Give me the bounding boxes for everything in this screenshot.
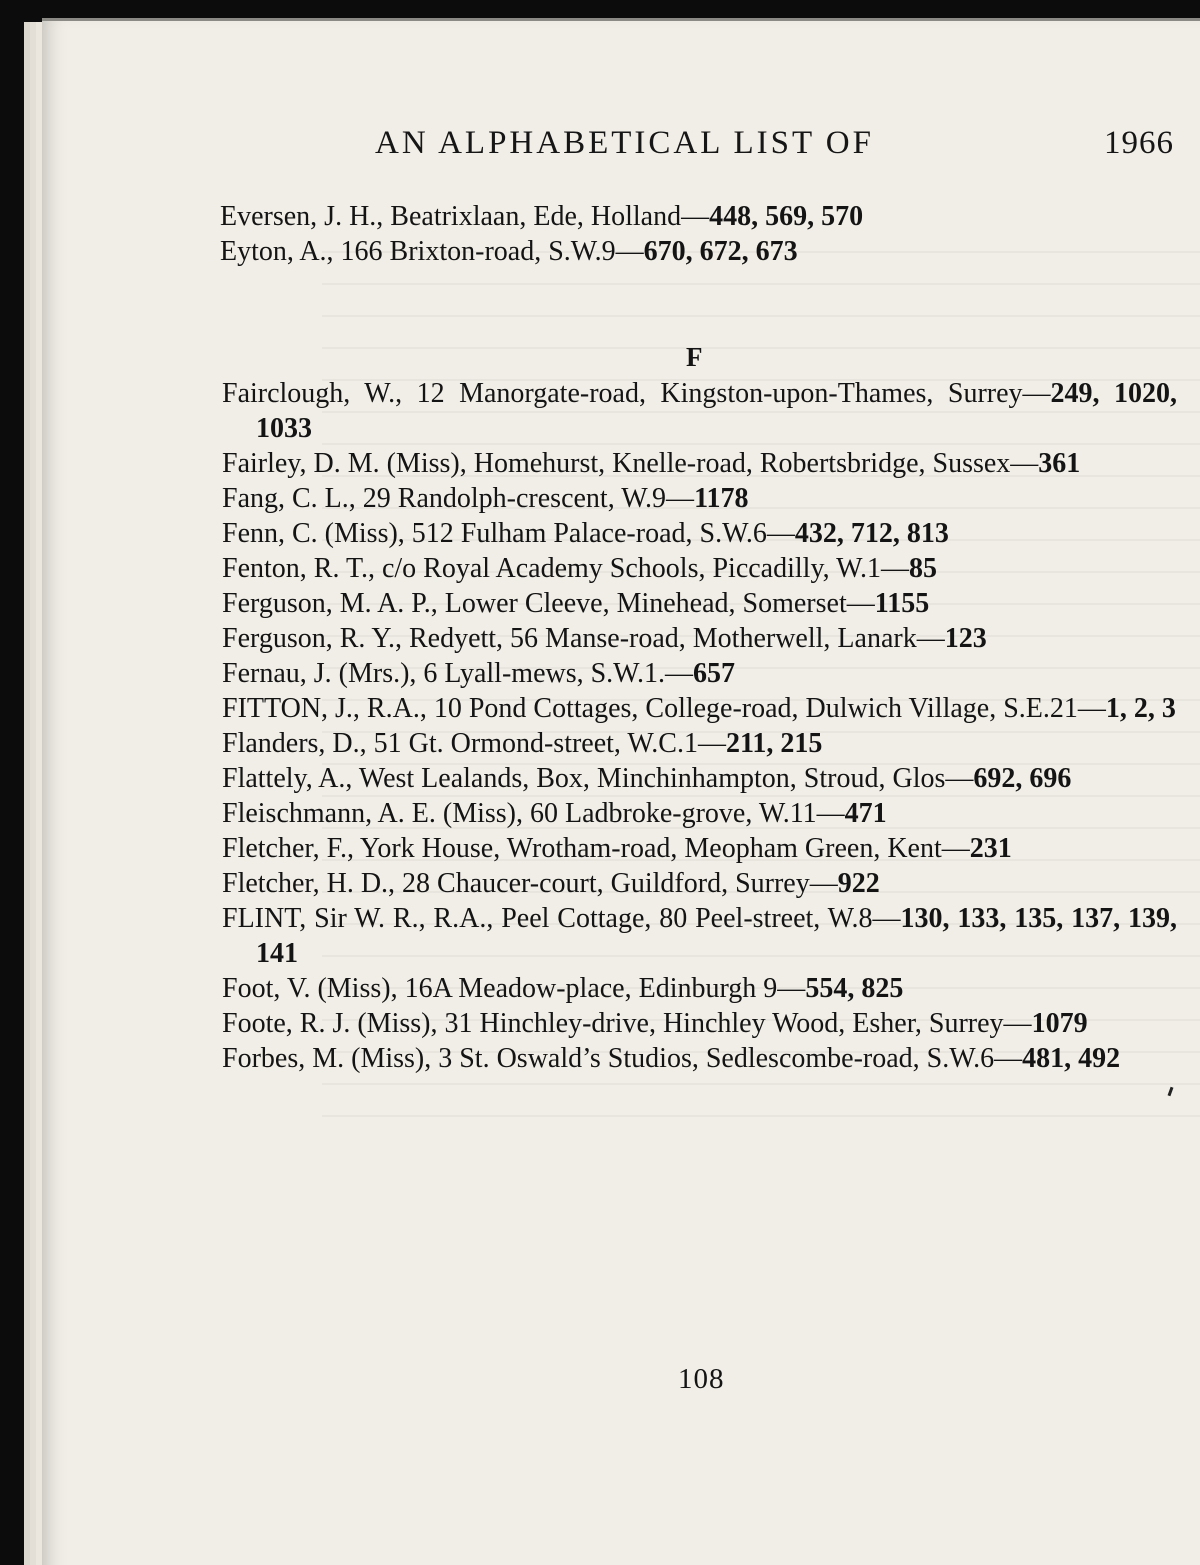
running-title: AN ALPHABETICAL LIST OF <box>375 125 874 161</box>
list-entry: Fleischmann, A. E. (Miss), 60 Ladbroke-grove, W.11—471 <box>222 798 887 829</box>
running-header <box>42 125 1200 169</box>
header-year: 1966 <box>1104 125 1174 161</box>
entry-list-e <box>220 199 1180 269</box>
list-entry: FITTON, J., R.A., 10 Pond Cottages, College-road, Dulwich Village, S.E.21—1, 2, 3 <box>222 693 1176 724</box>
list-entry: Flattely, A., West Lealands, Box, Minchinhampton, Stroud, Glos—692, 696 <box>222 763 1072 794</box>
list-entry: Fenn, C. (Miss), 512 Fulham Palace-road, S.W.6—432, 712, 813 <box>222 518 949 549</box>
list-entry: Forbes, M. (Miss), 3 St. Oswald’s Studios, Sedlescombe-road, S.W.6—481, 492 <box>222 1043 1121 1074</box>
list-entry: Fairley, D. M. (Miss), Homehurst, Knelle-road, Robertsbridge, Sussex—361 <box>222 448 1081 479</box>
list-entry: Ferguson, M. A. P., Lower Cleeve, Minehead, Somerset—1155 <box>222 588 930 619</box>
ink-speck <box>1168 1087 1174 1096</box>
list-entry: Eyton, A., 166 Brixton-road, S.W.9—670, 672, 673 <box>220 236 798 267</box>
list-entry: Ferguson, R. Y., Redyett, 56 Manse-road, Motherwell, Lanark—123 <box>222 623 987 654</box>
list-entry: Fletcher, H. D., 28 Chaucer-court, Guildford, Surrey—922 <box>222 868 880 899</box>
list-entry: Foot, V. (Miss), 16A Meadow-place, Edinburgh 9—554, 825 <box>222 973 904 1004</box>
list-entry: FLINT, Sir W. R., R.A., Peel Cottage, 80 Peel-street, W.8—130, 133, 135, 137, 139, 141 <box>222 903 1178 969</box>
list-entry: Fairclough, W., 12 Manorgate-road, Kingston-upon-Thames, Surrey—249, 1020, 1033 <box>222 378 1178 444</box>
list-entry: Foote, R. J. (Miss), 31 Hinchley-drive, Hinchley Wood, Esher, Surrey—1079 <box>222 1008 1088 1039</box>
list-entry: Eversen, J. H., Beatrixlaan, Ede, Holland—448, 569, 570 <box>220 201 864 232</box>
book-page <box>42 18 1200 1565</box>
list-entry: Flanders, D., 51 Gt. Ormond-street, W.C.1—211, 215 <box>222 728 823 759</box>
list-entry: Fenton, R. T., c/o Royal Academy Schools, Piccadilly, W.1—85 <box>222 553 937 584</box>
list-entry: Fernau, J. (Mrs.), 6 Lyall-mews, S.W.1.—657 <box>222 658 736 689</box>
list-entry: Fang, C. L., 29 Randolph-crescent, W.9—1178 <box>222 483 749 514</box>
list-entry: Fletcher, F., York House, Wrotham-road, Meopham Green, Kent—231 <box>222 833 1012 864</box>
section-letter: F <box>686 342 703 372</box>
entry-list-f <box>222 376 1177 1076</box>
page-number: 108 <box>678 1363 725 1395</box>
